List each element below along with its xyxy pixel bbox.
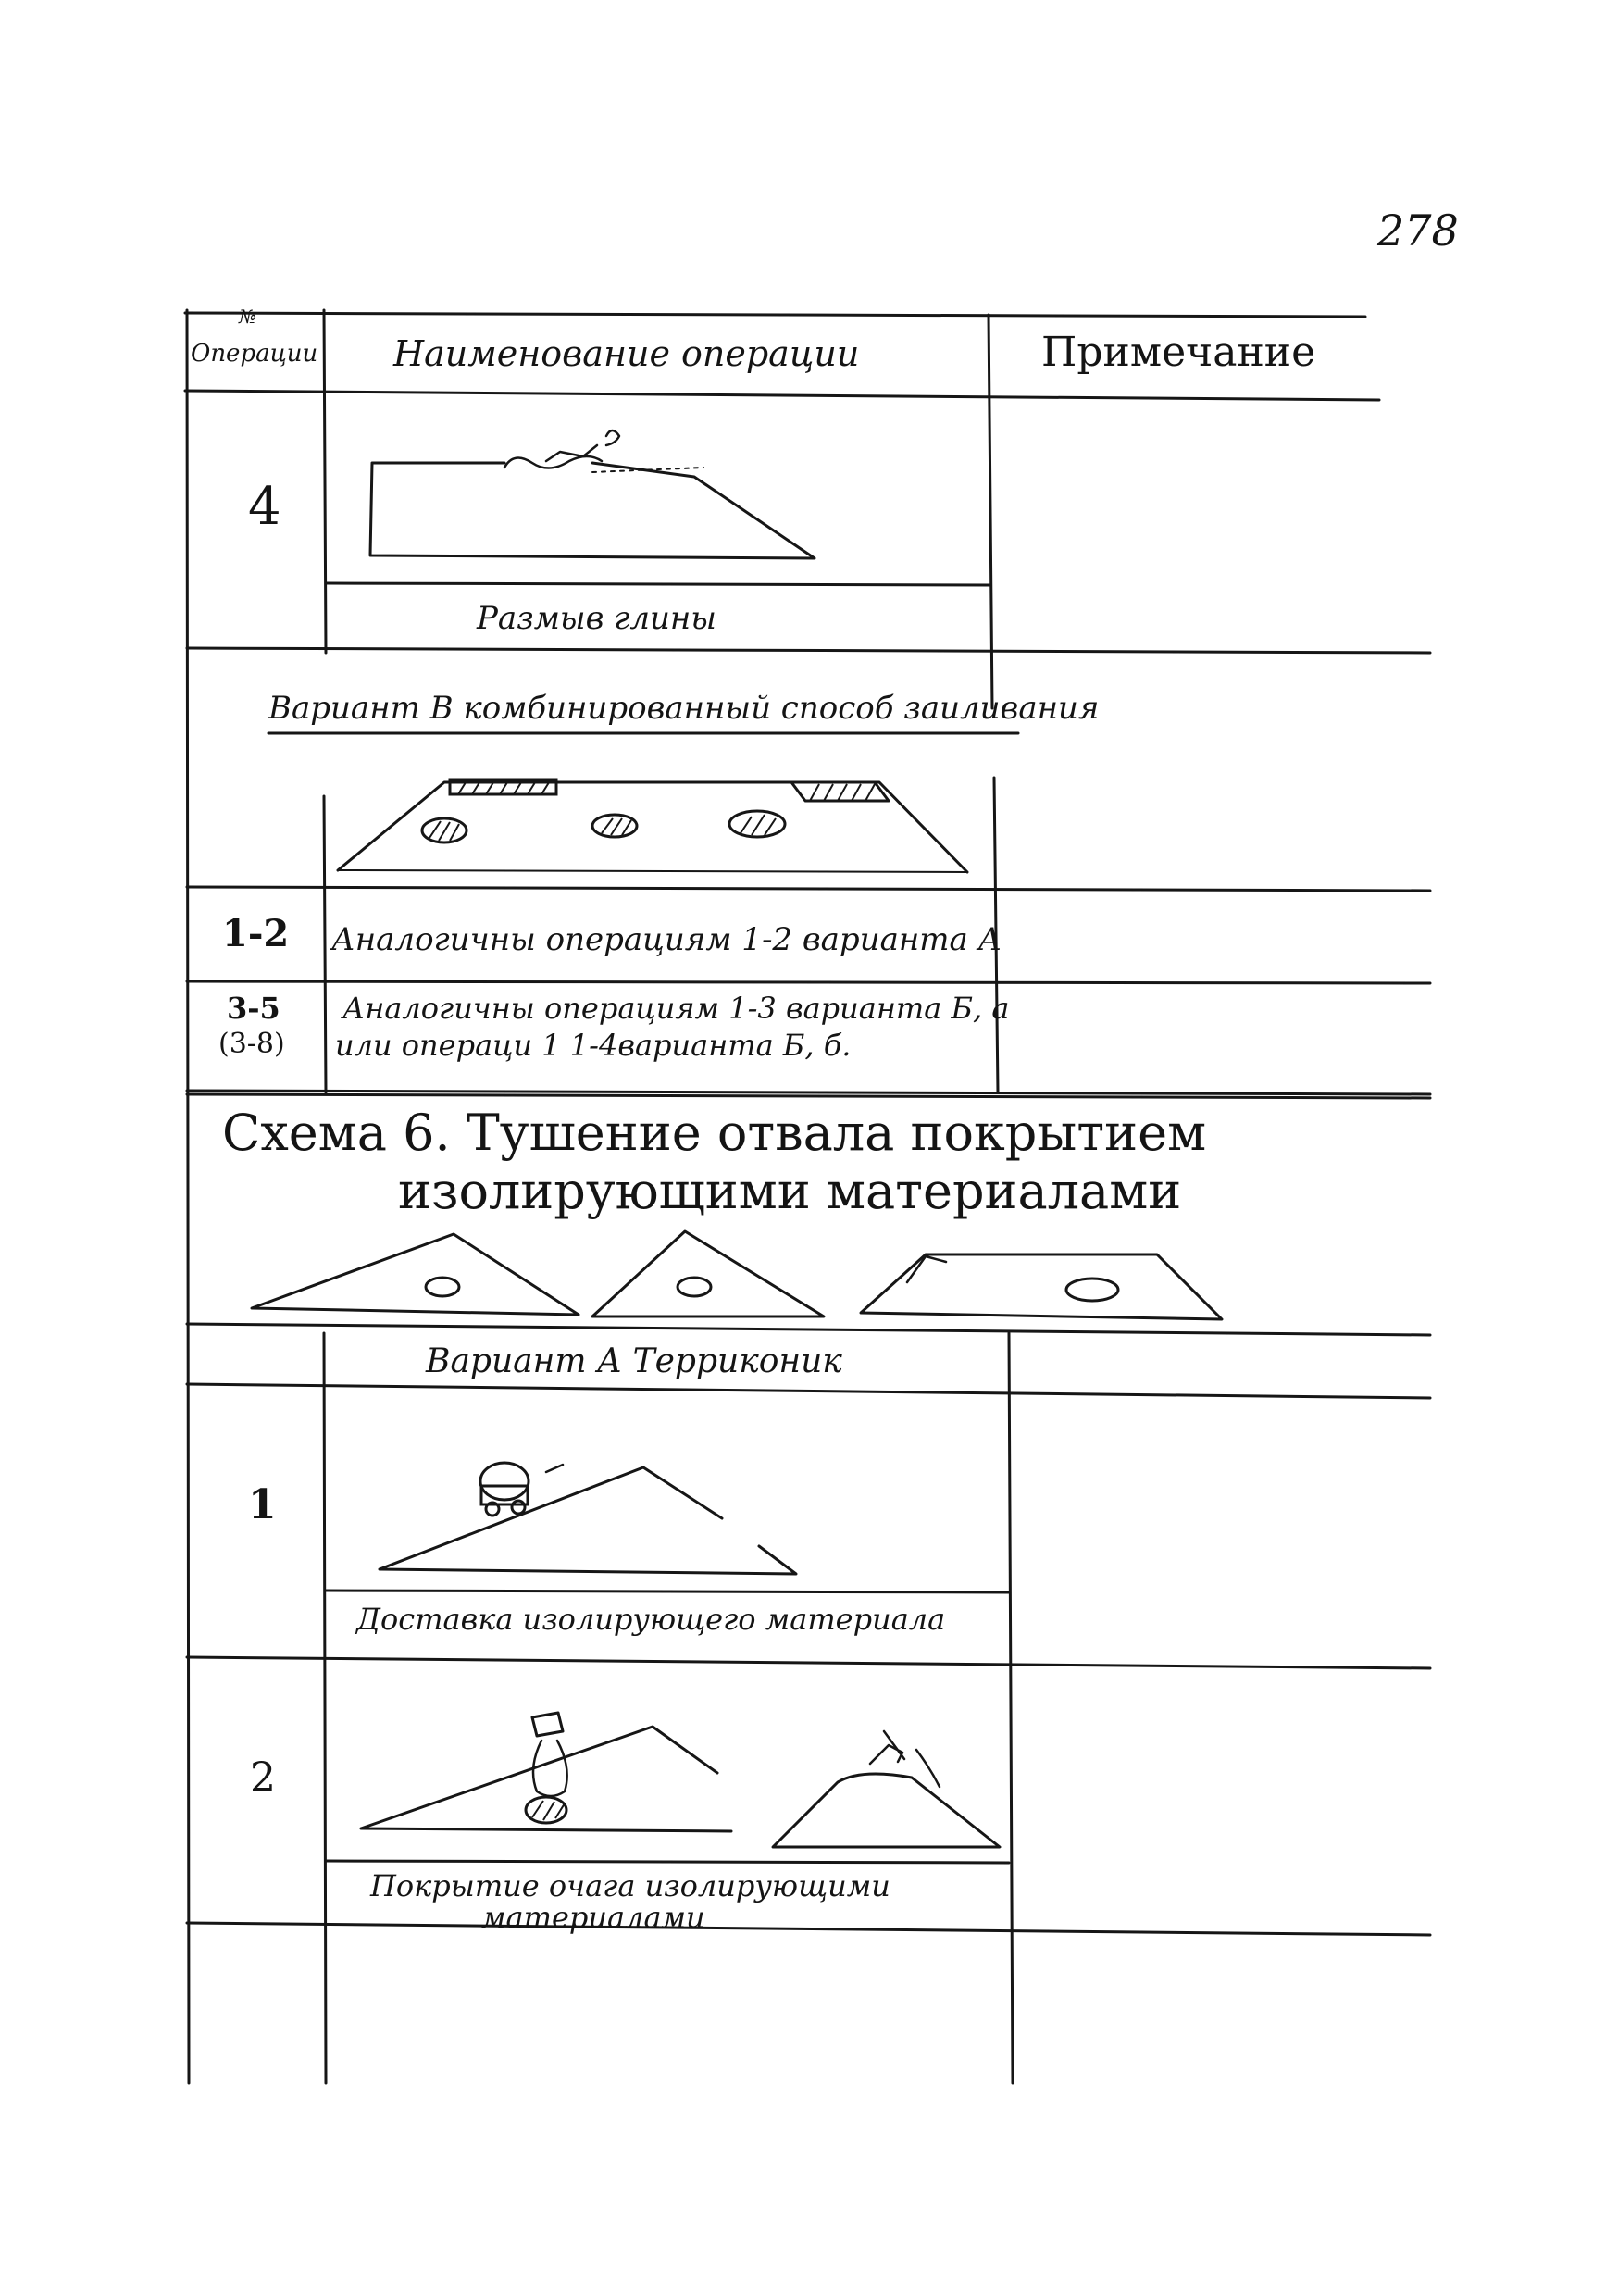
op-number-label-top: № bbox=[239, 306, 256, 328]
step-number: 1 bbox=[248, 1481, 277, 1529]
variant-title: Вариант В комбинированный способ заиливания bbox=[268, 690, 1100, 727]
row-text-line2: или операци 1 1-4варианта Б, б. bbox=[335, 1028, 852, 1063]
step-caption: Доставка изолирующего материала bbox=[356, 1602, 946, 1637]
page-number: 278 bbox=[1377, 206, 1459, 256]
step-number: 2 bbox=[250, 1754, 276, 1802]
row-text: Аналогичны операциям 1-2 варианта А bbox=[331, 921, 1002, 958]
row-number-alt: (3-8) bbox=[218, 1028, 285, 1060]
row-number: 1-2 bbox=[222, 912, 290, 955]
scheme-title: Схема 6. Тушение отвала покрытием bbox=[222, 1104, 1207, 1162]
row-caption: Размыв глины bbox=[477, 600, 716, 637]
row-number: 4 bbox=[248, 477, 281, 537]
variant-subtitle: Вариант А Терриконик bbox=[426, 1342, 842, 1380]
note-label: Примечание bbox=[1041, 329, 1316, 376]
step-caption: Покрытие очага изолирующими bbox=[370, 1868, 890, 1903]
op-name-label: Наименование операции bbox=[393, 333, 860, 374]
scheme-title-line2: изолирующими материалами bbox=[398, 1162, 1182, 1220]
row-number: 3-5 bbox=[227, 991, 280, 1026]
row-text: Аналогичны операциям 1-3 варианта Б, а bbox=[342, 991, 1010, 1026]
op-number-label: Операции bbox=[191, 340, 318, 368]
step-caption-line2: материалами bbox=[481, 1900, 705, 1935]
